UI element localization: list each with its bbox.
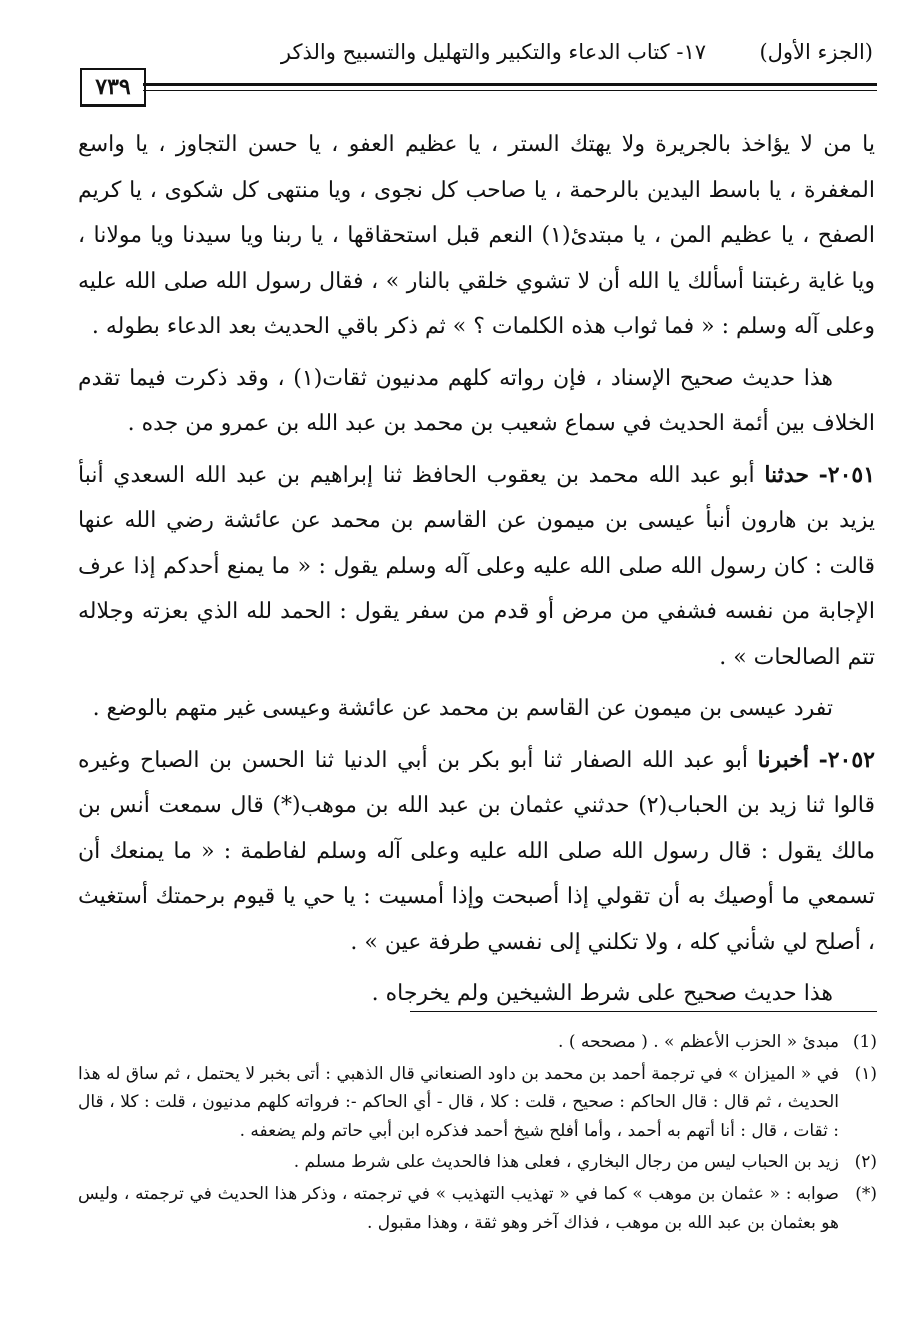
header-chapter-title: ١٧- كتاب الدعاء والتكبير والتهليل والتسبيح والذكر (280, 40, 706, 64)
hadith-2051 (78, 453, 875, 681)
header-rule-thin (143, 90, 877, 91)
page-number: ٧٣٩ (80, 68, 146, 107)
header-part: (الجزء الأول) (759, 40, 873, 64)
footnote-text: مبدئ « الحزب الأعظم » . ( مصححه ) . (558, 1032, 839, 1052)
footnote (78, 1180, 877, 1237)
footnote (78, 1148, 877, 1177)
hadith-lead: أخبرنا (757, 746, 809, 773)
footnotes (78, 1028, 877, 1240)
footnote-text: زيد بن الحباب ليس من رجال البخاري ، فعلى هذا فالحديث على شرط مسلم . (293, 1152, 839, 1173)
hadith-lead: حدثنا (764, 461, 809, 488)
footnote (78, 1028, 877, 1057)
footnote-mark: (١) (854, 1063, 877, 1084)
main-text (78, 122, 875, 1017)
footnote-mark: (*) (855, 1183, 877, 1204)
footnote-mark: (٢) (854, 1152, 877, 1173)
footnote (78, 1060, 877, 1146)
paragraph-commentary-3: هذا حديث صحيح على شرط الشيخين ولم يخرجاه . (371, 981, 833, 1006)
hadith-2052 (78, 738, 875, 966)
paragraph-continuation: يا من لا يؤاخذ بالجريرة ولا يهتك الستر ، يا عظيم العفو ، يا حسن التجاوز ، يا واسع المغفرة ، يا باسط اليدين بالرحمة ، يا صاحب كل نجوى ، ويا منتهى كل شكوى ، يا كريم الصفح ، يا عظيم المن ، يا مبتدئ(١) النعم قبل استحقاقها ، يا ربنا ويا سيدنا ويا مولانا ، ويا غاية رغبتنا أسألك يا الله أن لا تشوي خلقي بالنار » ، فقال رسول الله صلى الله عليه وعلى آله وسلم : « فما ثواب هذه الكلمات ؟ » ثم ذكر باقي الحديث بعد الدعاء بطوله . (78, 132, 875, 339)
hadith-number: ٢٠٥١- (818, 461, 876, 488)
footnote-mark: (1) (852, 1032, 877, 1052)
hadith-number: ٢٠٥٢- (818, 746, 875, 773)
footnote-text: في « الميزان » في ترجمة أحمد بن محمد بن داود الصنعاني قال الذهبي : أتى بخبر لا يحتمل ، ثم ساق له هذا الحديث ، ثم قال : قال الحاكم : صحيح ، قلت : كلا ، قال - أي الحاكم -: فرواته كلهم مدنيون ، قلت : كلا ، قال : ثقات ، قال : أنا أتهم به أحمد ، وأما أفلح شيخ أحمد فذكره ابن أبي حاتم ولم يضعفه . (78, 1063, 839, 1141)
hadith-text: أبو عبد الله محمد بن يعقوب الحافظ ثنا إبراهيم بن عبد الله السعدي أنبأ يزيد بن هارون أنبأ عيسى بن ميمون عن القاسم بن محمد عن عائشة رضي الله عنها قالت : كان رسول الله صلى الله عليه وعلى آله وسلم يقول : « ما يمنع أحدكم إذا عرف الإجابة من نفسه فشفي من مرض أو قدم من سفر يقول : الحمد لله الذي بعزته وجلاله تتم الصالحات » . (78, 462, 876, 670)
footnote-separator (410, 1011, 877, 1012)
paragraph-commentary-1: هذا حديث صحيح الإسناد ، فإن رواته كلهم مدنيون ثقات(١) ، وقد ذكرت فيما تقدم الخلاف بين أئمة الحديث في سماع شعيب بن محمد بن عبد الله بن عمرو من جده . (78, 365, 875, 436)
footnote-text: صوابه : « عثمان بن موهب » كما في « تهذيب التهذيب » في ترجمته ، وذكر هذا الحديث في ترجمته ، وليس هو بعثمان بن عبد الله بن موهب ، فذاك آخر وهو ثقة ، وهذا مقبول . (78, 1183, 839, 1233)
header-rule (143, 83, 877, 86)
hadith-text: أبو عبد الله الصفار ثنا أبو بكر بن أبي الدنيا ثنا الحسن بن الصباح وغيره قالوا ثنا زيد بن الحباب(٢) حدثني عثمان بن عبد الله بن موهب(*) قال سمعت أنس بن مالك يقول : قال رسول الله صلى الله عليه وعلى آله وسلم لفاطمة : « ما يمنعك أن تسمعي ما أوصيك به أن تقولي إذا أصبحت وإذا أمسيت : يا حي يا قيوم برحمتك أستغيث ، أصلح لي شأني كله ، ولا تكلني إلى نفسي طرفة عين » . (78, 747, 876, 955)
paragraph-commentary-2: تفرد عيسى بن ميمون عن القاسم بن محمد عن عائشة وعيسى غير متهم بالوضع . (92, 696, 833, 721)
